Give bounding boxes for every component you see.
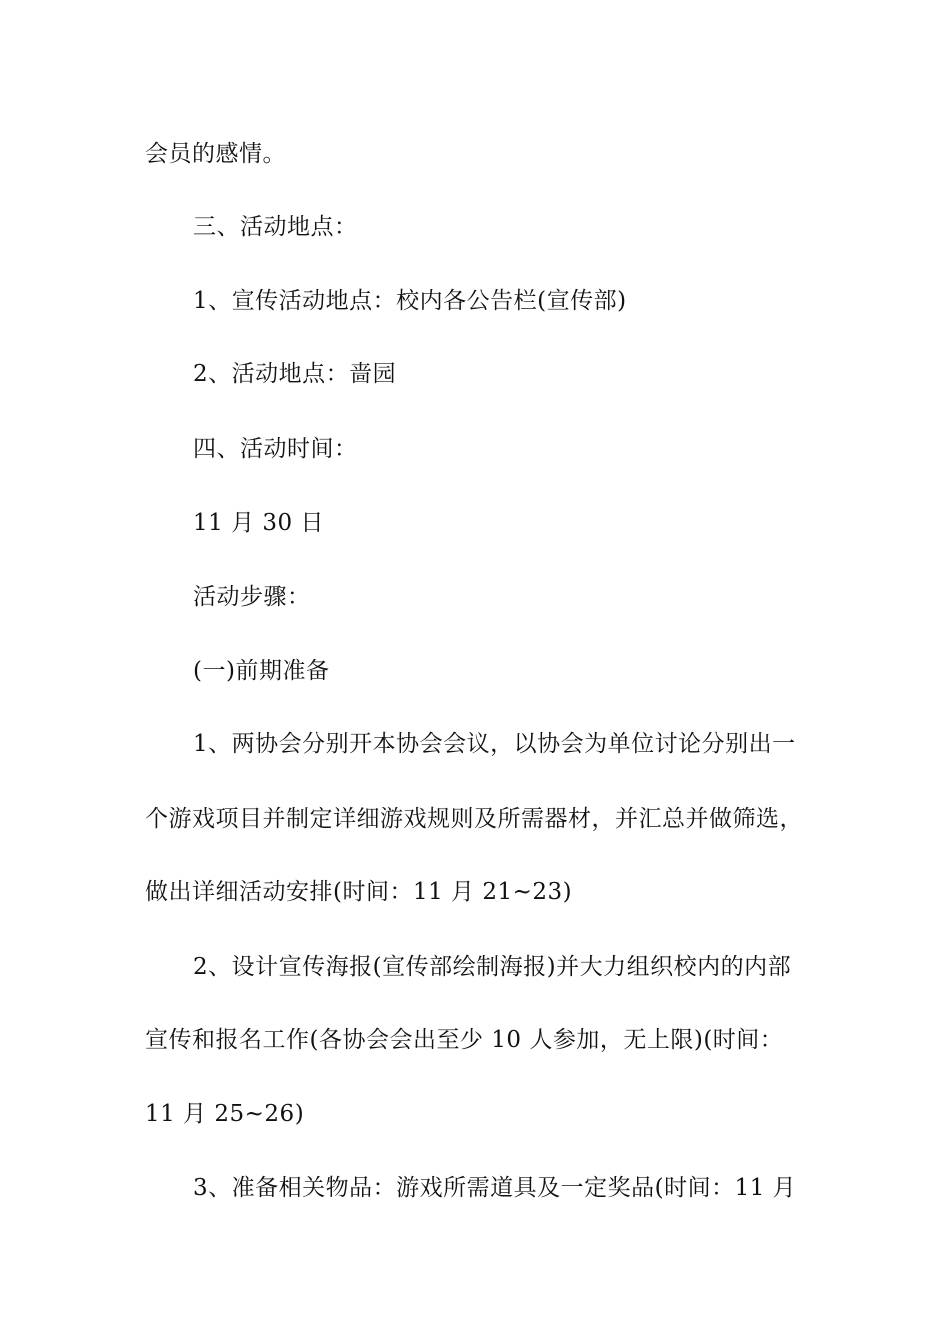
list-item-promo-location: 1、宣传活动地点：校内各公告栏(宣传部) [193, 288, 627, 314]
paragraph-step-1-line-1: 1、两协会分别开本协会会议，以协会为单位讨论分别出一 [193, 731, 796, 757]
paragraph-step-1-line-2: 个游戏项目并制定详细游戏规则及所需器材，并汇总并做筛选， [145, 806, 803, 832]
list-item-activity-location: 2、活动地点：啬园 [193, 361, 397, 387]
section-heading-time: 四、活动时间： [193, 436, 358, 462]
paragraph-step-3-line-1: 3、准备相关物品：游戏所需道具及一定奖品(时间：11 月 [193, 1175, 797, 1201]
activity-date: 11 月 30 日 [193, 510, 324, 536]
paragraph-step-2-line-2: 宣传和报名工作(各协会会出至少 10 人参加，无上限)(时间： [145, 1027, 784, 1053]
paragraph-step-2-line-1: 2、设计宣传海报(宣传部绘制海报)并大力组织校内的内部 [193, 954, 792, 980]
paragraph-step-1-line-3: 做出详细活动安排(时间：11 月 21~23) [145, 879, 573, 905]
paragraph-step-2-line-3: 11 月 25~26) [145, 1101, 305, 1127]
section-heading-location: 三、活动地点： [193, 214, 358, 240]
paragraph-line-closing: 会员的感情。 [145, 141, 286, 167]
section-heading-steps: 活动步骤： [193, 584, 311, 610]
subsection-heading-preparation: (一)前期准备 [193, 658, 330, 684]
